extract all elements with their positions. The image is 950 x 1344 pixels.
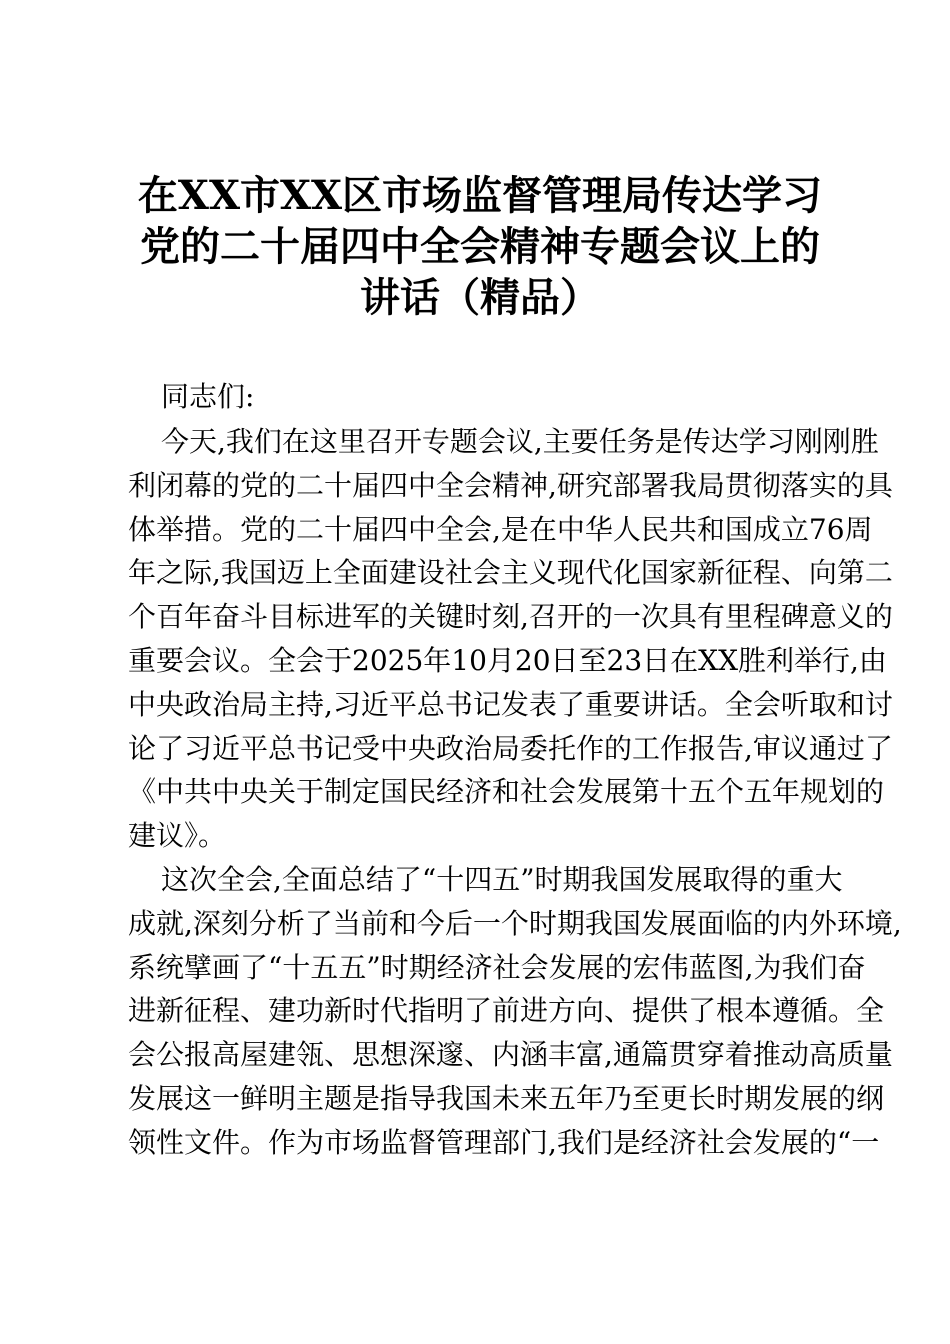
paragraph-line: 领性文件。作为市场监督管理部门,我们是经济社会发展的“一: [128, 1125, 880, 1159]
paragraph-line: 《中共中央关于制定国民经济和社会发展第十五个五年规划的: [128, 775, 885, 809]
document-title-line: 讲话（精品）: [360, 274, 600, 321]
paragraph-line: 今天,我们在这里召开专题会议,主要任务是传达学习刚刚胜: [161, 425, 879, 458]
paragraph-line: 系统擘画了“十五五”时期经济社会发展的宏伟蓝图,为我们奋: [128, 950, 866, 984]
paragraph-line: 年之际,我国迈上全面建设社会主义现代化国家新征程、向第二: [128, 556, 893, 590]
paragraph-line: 这次全会,全面总结了“十四五”时期我国发展取得的重大: [161, 863, 843, 896]
paragraph-line: 体举措。党的二十届四中全会,是在中华人民共和国成立76周: [128, 512, 873, 546]
paragraph-line: 发展这一鲜明主题是指导我国未来五年乃至更长时期发展的纲: [128, 1082, 885, 1115]
document-title-line: 党的二十届四中全会精神专题会议上的: [140, 223, 820, 270]
paragraph-line: 中央政治局主持,习近平总书记发表了重要讲话。全会听取和讨: [128, 687, 893, 721]
paragraph-line: 建议》。: [128, 819, 227, 853]
paragraph-line: 利闭幕的党的二十届四中全会精神,研究部署我局贯彻落实的具: [128, 468, 893, 502]
paragraph-line: 进新征程、建功新时代指明了前进方向、提供了根本遵循。全: [128, 994, 885, 1028]
paragraph-line: 重要会议。全会于2025年10月20日至23日在XX胜利举行,由: [128, 644, 887, 677]
salutation: 同志们:: [161, 380, 255, 413]
paragraph-line: 论了习近平总书记受中央政治局委托作的工作报告,审议通过了: [128, 731, 893, 765]
paragraph-line: 会公报高屋建瓴、思想深邃、内涵丰富,通篇贯穿着推动高质量: [128, 1038, 893, 1072]
paragraph-line: 成就,深刻分析了当前和今后一个时期我国发展面临的内外环境,: [128, 906, 902, 940]
paragraph-line: 个百年奋斗目标进军的关键时刻,召开的一次具有里程碑意义的: [128, 600, 893, 634]
document-title-line: 在XX市XX区市场监督管理局传达学习: [137, 172, 823, 219]
